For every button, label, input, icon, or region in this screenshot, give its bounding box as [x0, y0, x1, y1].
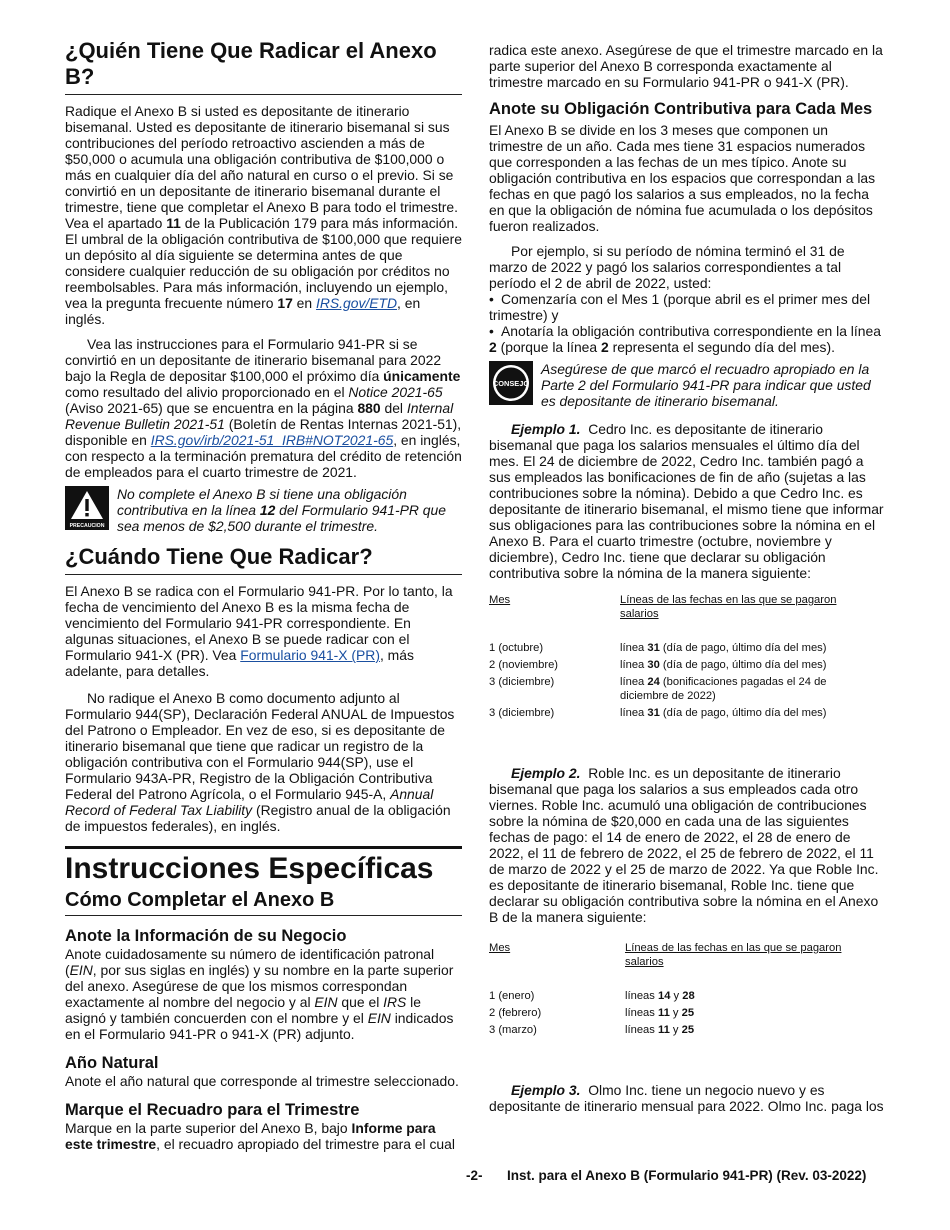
formulario-941x-link[interactable]: Formulario 941-X (PR) [240, 647, 380, 663]
heading-como-completar: Cómo Completar el Anexo B [65, 888, 462, 916]
table-row: 1 (enero) líneas 14 y 28 [489, 990, 695, 1002]
table-row: 3 (diciembre) línea 31 (día de pago, último día del mes) [489, 707, 827, 719]
heading-informacion-negocio: Anote la Información de su Negocio [65, 927, 347, 945]
paragraph-marque-recuadro: Marque en la parte superior del Anexo B, bajo Informe para este trimestre, el recuadro apropiado del trimestre para el cual [65, 1120, 455, 1152]
ejemplo-1: Ejemplo 1. Cedro Inc. es depositante de itinerario bisemanal que paga los salarios mensuales el último día del mes. El 24 de diciembre de 2022, Cedro Inc. también pagó a sus empleados las bonificaciones de fin de año (sujetas a las contribuciones sobre la nómina). Debido a que Cedro Inc. es depositante de itinerario bisemanal, el mismo tiene que informar sus obligaciones para las contribuciones sobre la nómina en el Anexo B. Para el cuarto trimestre (octubre, noviembre y diciembre), Cedro Inc. tiene que declarar su obligación contributiva sobre la nómina de la manera siguiente: [489, 421, 884, 581]
precaucion-icon-label: PRECAUCION [69, 523, 105, 529]
heading-marque-recuadro: Marque el Recuadro para el Trimestre [65, 1101, 360, 1119]
table-row: 3 (diciembre) línea 24 (bonificaciones pagadas el 24 de diciembre de 2022) [489, 676, 827, 702]
heading-quien-radicar: ¿Quién Tiene Que Radicar el Anexo B? [65, 38, 462, 95]
column-header: Mes [489, 942, 511, 954]
irs-etd-link[interactable]: IRS.gov/ETD [315, 295, 398, 311]
table-row: 3 (marzo) líneas 11 y 25 [489, 1024, 695, 1036]
list-item: • Anotaría la obligación contributiva correspondiente en la línea 2 (porque la línea 2 representa el segundo día del mes). [489, 323, 884, 355]
footer-title: Inst. para el Anexo B (Formulario 941-PR) (Rev. 03-2022) [507, 1168, 867, 1183]
precaucion-note [65, 486, 462, 534]
paragraph-no-radique: No radique el Anexo B como documento adjunto al Formulario 944(SP), Declaración Federal ANUAL de Impuestos del Patrono o Empleador. En vez de eso, si es depositante de itinerario bisemanal que tiene que radicar un registro de la obligación contributiva con el Formulario 944(SP), use el Formulario 943A-PR, Registro de la Obligación Contributiva Federal del Patrono Agrícola, o el Formulario 945-A, Annual Record of Federal Tax Liability (Registro anual de la obligación de impuestos federales), en inglés. [65, 690, 455, 834]
irb-link[interactable]: IRS.gov/irb/2021-51_IRB#NOT2021-65 [150, 432, 394, 448]
paragraph-informacion-negocio: Anote cuidadosamente su número de identificación patronal (EIN, por sus siglas en inglés) y su nombre en la parte superior del anexo. Asegúrese de que los mismos correspondan exactamente al nombre del negocio y al EIN que el IRS le asignó y también concuerden con el nombre y el EIN indicados en el Formulario 941-PR o 941-X (PR) adjunto. [65, 946, 454, 1042]
paragraph-notice: Vea las instrucciones para el Formulario 941-PR si se convirtió en un depositante de itinerario bisemanal para 2022 bajo la Regla de depositar $100,000 el próximo día únicamente como resultado del alivio proporcionado en el Notice 2021-65 (Aviso 2021-65) que se encuentra en la página 880 del Internal Revenue Bulletin 2021-51 (Boletín de Rentas Internas 2021-51), disponible en IRS.gov/irb/2021-51_IRB#NOT2021-65, en inglés, con respecto a la terminación prematura del crédito de retención de empleados para el cuarto trimestre de 2021. [65, 336, 462, 480]
table-header-row [489, 941, 884, 969]
precaucion-icon [65, 486, 109, 530]
paragraph-por-ejemplo: Por ejemplo, si su período de nómina terminó el 31 de marzo de 2022 y pagó los salarios correspondientes a tal período el 2 de abril de 2022, usted: [489, 243, 845, 291]
precaucion-text: No complete el Anexo B si tiene una obligación contributiva en la línea 12 del Formulario 941-PR que sea menos de $2,500 durante el trimestre. [117, 486, 446, 534]
table-header-row [489, 593, 884, 621]
consejo-icon [489, 361, 533, 405]
list-item: • Comenzaría con el Mes 1 (porque abril es el primer mes del trimestre) y [489, 291, 884, 323]
left-column [65, 38, 462, 1152]
table-row: 2 (noviembre) línea 30 (día de pago, último día del mes) [489, 659, 827, 671]
paragraph-ano-natural: Anote el año natural que corresponde al trimestre seleccionado. [65, 1073, 459, 1089]
heading-obligacion-mes: Anote su Obligación Contributiva para Cada Mes [489, 100, 873, 118]
table-row: 2 (febrero) líneas 11 y 25 [489, 1007, 695, 1019]
ejemplo-3: Ejemplo 3. Olmo Inc. tiene un negocio nuevo y es depositante de itinerario mensual para 2022. Olmo Inc. paga los [489, 1082, 884, 1114]
heading-instrucciones-especificas: Instrucciones Específicas [65, 846, 462, 886]
paragraph-quien-radicar: Radique el Anexo B si usted es depositante de itinerario bisemanal. Usted es depositante de itinerario bisemanal si sus contribuciones del período retroactivo ascienden a más de $50,000 o acumula una obligación contributiva de $100,000 o más en cualquier día del año natural en curso o el previo. Si se convirtió en un depositante de itinerario bisemanal durante el trimestre, tiene que completar el Anexo B para todo el trimestre. Vea el apartado 11 de la Publicación 179 para más información. El umbral de la obligación contributiva de $100,000 que requiere un depósito al día siguiente se determina antes de que considere cualquier reducción de su obligación por créditos no reembolsables. Para más información, incluyendo un ejemplo, vea la pregunta frecuente número 17 en IRS.gov/ETD, en inglés. [65, 103, 462, 327]
consejo-text: Asegúrese de que marcó el recuadro apropiado en la Parte 2 del Formulario 941-PR para indicar que usted es depositante de itinerario bisemanal. [541, 361, 871, 409]
bullet-list [489, 291, 884, 355]
heading-cuando-radicar: ¿Cuándo Tiene Que Radicar? [65, 544, 462, 575]
column-header: Mes [489, 594, 511, 606]
paragraph-obligacion-mes: El Anexo B se divide en los 3 meses que componen un trimestre de un año. Cada mes tiene 31 espacios numerados que corresponden a las fechas de un mes típico. Anote su obligación contributiva en los espacios que correspondan a las fechas en que pagó los salarios a sus empleados, no la fecha en que la obligación de nómina fue acumulada o los depósitos fueron realizados. [489, 122, 876, 234]
table-ejemplo-2 [489, 941, 884, 1040]
column-header: Líneas de las fechas en las que se pagaron salarios [620, 594, 837, 620]
consejo-icon-label: CONSEJO [492, 379, 530, 388]
consejo-note [489, 361, 884, 409]
page-number: -2- [466, 1168, 483, 1183]
paragraph-continued: radica este anexo. Asegúrese de que el trimestre marcado en la parte superior del Anexo B corresponda exactamente al trimestre marcado en su Formulario 941-PR o 941-X (PR). [489, 42, 883, 90]
table-row: 1 (octubre) línea 31 (día de pago, último día del mes) [489, 642, 827, 654]
paragraph-cuando-radicar: El Anexo B se radica con el Formulario 941-PR. Por lo tanto, la fecha de vencimiento del Anexo B es la misma fecha de vencimiento del Formulario 941-PR correspondiente. En algunas situaciones, el Anexo B se puede radicar con el Formulario 941-X (PR). Vea Formulario 941-X (PR), más adelante, para detalles. [65, 583, 453, 679]
right-column [489, 42, 884, 1114]
ejemplo-2: Ejemplo 2. Roble Inc. es un depositante de itinerario bisemanal que paga los salarios a sus empleados cada otro viernes. Roble Inc. acumuló una obligación de contribuciones sobre la nómina de $20,000 en cada una de las siguientes fechas de pago: el 14 de enero de 2022, el 28 de enero de 2022, el 11 de febrero de 2022, el 25 de febrero de 2022, el 11 de marzo de 2022 y el 25 de marzo de 2022. Ya que Roble Inc. es depositante de itinerario bisemanal, Roble Inc. tiene que declarar su obligación contributiva sobre la nómina en el Anexo B de la manera siguiente: [489, 765, 879, 925]
table-ejemplo-1 [489, 593, 884, 723]
column-header: Líneas de las fechas en las que se pagaron salarios [625, 942, 842, 968]
heading-ano-natural: Año Natural [65, 1054, 159, 1072]
